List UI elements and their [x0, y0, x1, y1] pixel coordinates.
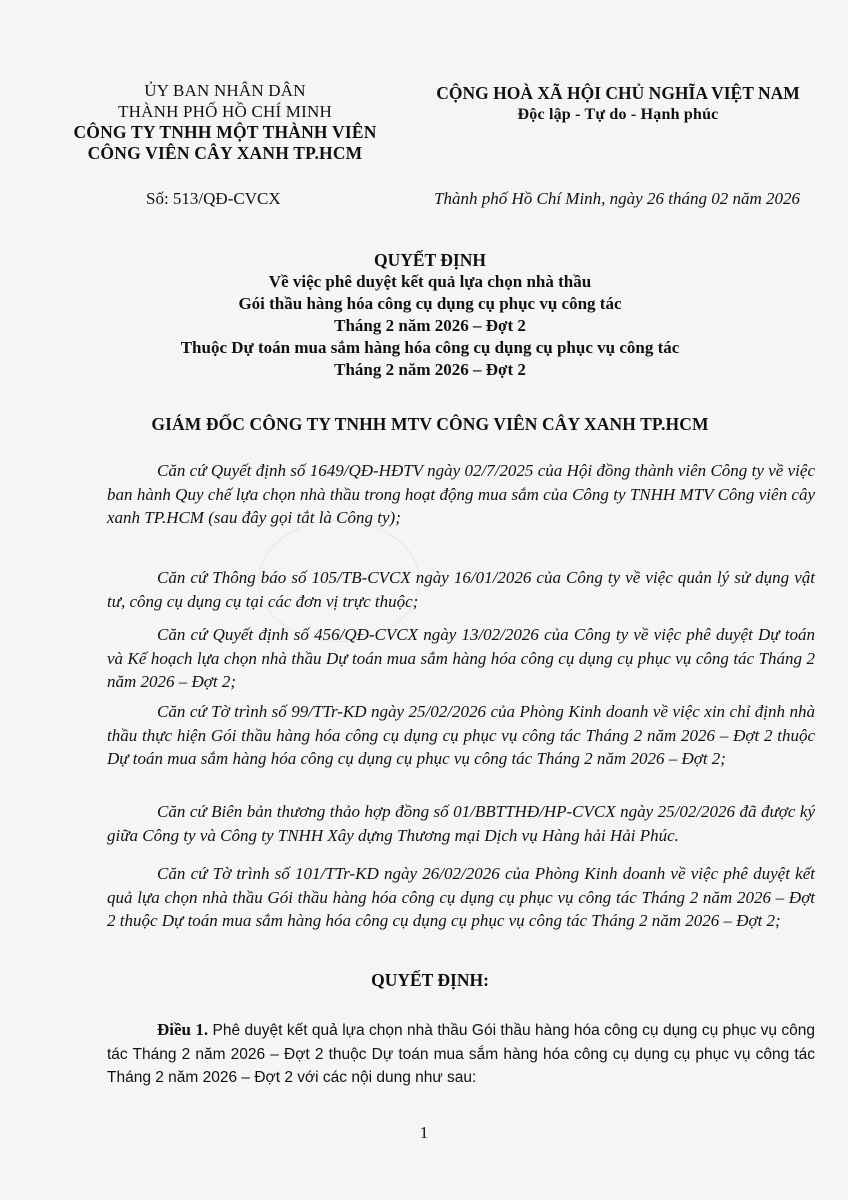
agency-line-1: ỦY BAN NHÂN DÂN: [144, 81, 306, 100]
decision-heading: QUYẾT ĐỊNH: [374, 250, 486, 270]
legal-basis-6: Căn cứ Tờ trình số 101/TTr-KD ngày 26/02/2026 của Phòng Kinh doanh về việc phê duyệt kết quả lựa chọn nhà thầu Gói thầu hàng hóa công cụ dụng cụ phục vụ công tác Tháng 2 năm 2026 – Đợt 2 thuộc Dự toán mua sắm hàng hóa công cụ dụng cụ phục vụ công tác Tháng 2 năm 2026 – Đợt 2;: [107, 864, 815, 930]
article-1: [107, 1018, 815, 1090]
national-header: [408, 82, 828, 126]
article-1-label: Điều 1.: [157, 1020, 209, 1039]
agency-line-4: CÔNG VIÊN CÂY XANH TP.HCM: [87, 143, 363, 163]
place-and-date: Thành phố Hồ Chí Minh, ngày 26 tháng 02 năm 2026: [434, 189, 800, 208]
title-line-4: Thuộc Dự toán mua sắm hàng hóa công cụ dụng cụ phục vụ công tác: [180, 338, 680, 357]
page-number: 1: [419, 1123, 429, 1142]
issuing-agency-header: [60, 80, 390, 164]
legal-basis-5: Căn cứ Biên bản thương thảo hợp đồng số 01/BBTTHĐ/HP-CVCX ngày 25/02/2026 đã được ký giữa Công ty và Công ty TNHH Xây dựng Thương mại Dịch vụ Hàng hải Hải Phúc.: [107, 802, 815, 845]
legal-basis-2: Căn cứ Thông báo số 105/TB-CVCX ngày 16/01/2026 của Công ty về việc quản lý sử dụng vật tư, công cụ dụng cụ tại các đơn vị trực thuộc;: [107, 568, 815, 611]
decided-heading: QUYẾT ĐỊNH:: [371, 970, 489, 990]
agency-line-2: THÀNH PHỐ HỒ CHÍ MINH: [118, 102, 332, 121]
legal-basis-4: Căn cứ Tờ trình số 99/TTr-KD ngày 25/02/2026 của Phòng Kinh doanh về việc xin chỉ định nhà thầu thực hiện Gói thầu hàng hóa công cụ dụng cụ phục vụ công tác Tháng 2 năm 2026 – Đợt 2 thuộc Dự toán mua sắm hàng hóa công cụ dụng cụ phục vụ công tác Tháng 2 năm 2026 – Đợt 2;: [107, 702, 815, 768]
document-number: Số: 513/QĐ-CVCX: [146, 189, 281, 208]
director-heading: GIÁM ĐỐC CÔNG TY TNHH MTV CÔNG VIÊN CÂY XANH TP.HCM: [151, 414, 709, 434]
decision-title: [100, 249, 760, 381]
nation-name: CỘNG HOÀ XÃ HỘI CHỦ NGHĨA VIỆT NAM: [436, 83, 800, 103]
legal-basis-3: Căn cứ Quyết định số 456/QĐ-CVCX ngày 13/02/2026 của Công ty về việc phê duyệt Dự toán và Kế hoạch lựa chọn nhà thầu Dự toán mua sắm hàng hóa công cụ dụng cụ phục vụ công tác Tháng 2 năm 2026 – Đợt 2;: [107, 625, 815, 691]
title-line-3: Tháng 2 năm 2026 – Đợt 2: [334, 316, 526, 335]
title-line-1: Về việc phê duyệt kết quả lựa chọn nhà thầu: [268, 272, 592, 291]
title-line-2: Gói thầu hàng hóa công cụ dụng cụ phục vụ công tác: [238, 294, 622, 313]
agency-line-3: CÔNG TY TNHH MỘT THÀNH VIÊN: [73, 122, 377, 142]
legal-basis-1: Căn cứ Quyết định số 1649/QĐ-HĐTV ngày 02/7/2025 của Hội đồng thành viên Công ty về việc ban hành Quy chế lựa chọn nhà thầu trong hoạt động mua sắm của Công ty TNHH MTV Công viên cây xanh TP.HCM (sau đây gọi tắt là Công ty);: [107, 461, 815, 527]
article-1-text: Phê duyệt kết quả lựa chọn nhà thầu Gói thầu hàng hóa công cụ dụng cụ phục vụ công tác Tháng 2 năm 2026 – Đợt 2 thuộc Dự toán mua sắm hàng hóa công cụ dụng cụ phục vụ công tác Tháng 2 năm 2026 – Đợt 2 với các nội dung như sau:: [107, 1022, 816, 1086]
title-line-5: Tháng 2 năm 2026 – Đợt 2: [334, 360, 526, 379]
national-motto: Độc lập - Tự do - Hạnh phúc: [517, 106, 719, 123]
